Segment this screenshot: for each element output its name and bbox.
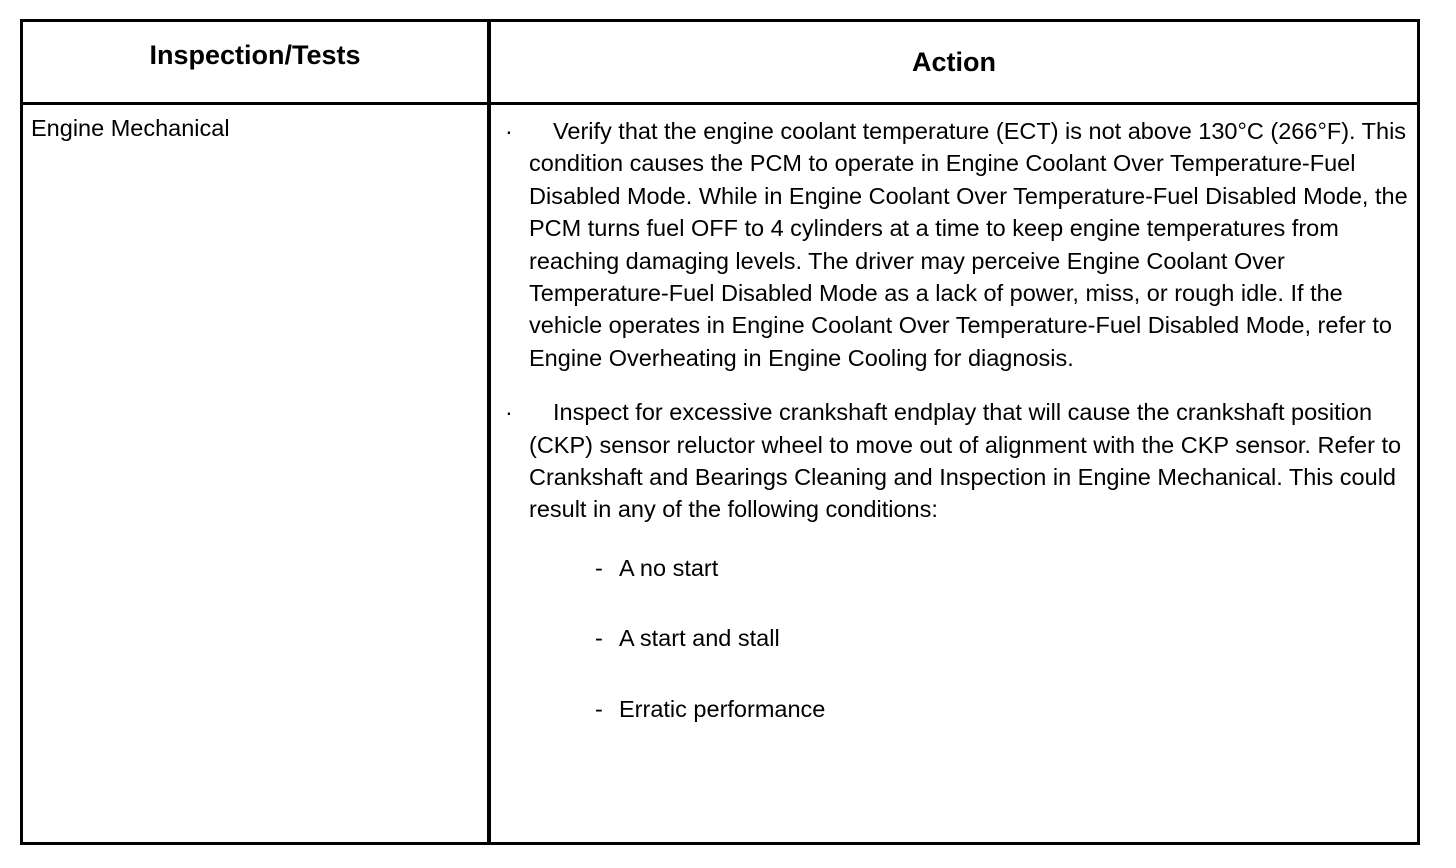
dash-icon: - bbox=[595, 554, 603, 581]
condition-item bbox=[595, 693, 1410, 727]
header-action: Action bbox=[912, 46, 996, 77]
bullet-icon: · bbox=[505, 399, 513, 426]
condition-text: A start and stall bbox=[619, 625, 780, 652]
condition-text: A no start bbox=[619, 554, 719, 581]
action-cell bbox=[505, 115, 1410, 727]
dash-icon: - bbox=[595, 695, 603, 722]
condition-list bbox=[529, 552, 1410, 727]
condition-text: Erratic performance bbox=[619, 695, 826, 722]
header-divider bbox=[23, 102, 1417, 105]
condition-item bbox=[595, 622, 1410, 693]
inspection-table bbox=[20, 19, 1420, 845]
action-text-ect: Verify that the engine coolant temperature (ECT) is not above 130°C (266°F). This condition causes the PCM to operate in Engine Coolant Over Temperature-Fuel Disabled Mode. While in Engine Coolant Over Temperature-Fuel Disabled Mode, the PCM turns fuel OFF to 4 cylinders at a time to keep engine temperatures from reaching damaging levels. The driver may perceive Engine Coolant Over Temperature-Fuel Disabled Mode as a lack of power, miss, or rough idle. If the vehicle operates in Engine Coolant Over Temperature-Fuel Disabled Mode, refer to Engine Overheating in Engine Cooling for diagnosis. bbox=[529, 118, 1408, 371]
action-text-crankshaft: Inspect for excessive crankshaft endplay that will cause the crankshaft position (CKP) sensor reluctor wheel to move out of alignment with the CKP sensor. Refer to Crankshaft and Bearings Cleaning and Inspection in Engine Mechanical. This could result in any of the following conditions: bbox=[529, 399, 1402, 523]
condition-item bbox=[595, 552, 1410, 623]
action-bullet-item bbox=[505, 396, 1410, 727]
bullet-icon: · bbox=[505, 118, 513, 144]
action-bullet-item bbox=[505, 115, 1410, 374]
inspection-cell-engine-mechanical: Engine Mechanical bbox=[31, 115, 230, 141]
column-divider bbox=[487, 22, 491, 842]
dash-icon: - bbox=[595, 625, 603, 652]
header-inspection-tests: Inspection/Tests bbox=[149, 39, 361, 70]
